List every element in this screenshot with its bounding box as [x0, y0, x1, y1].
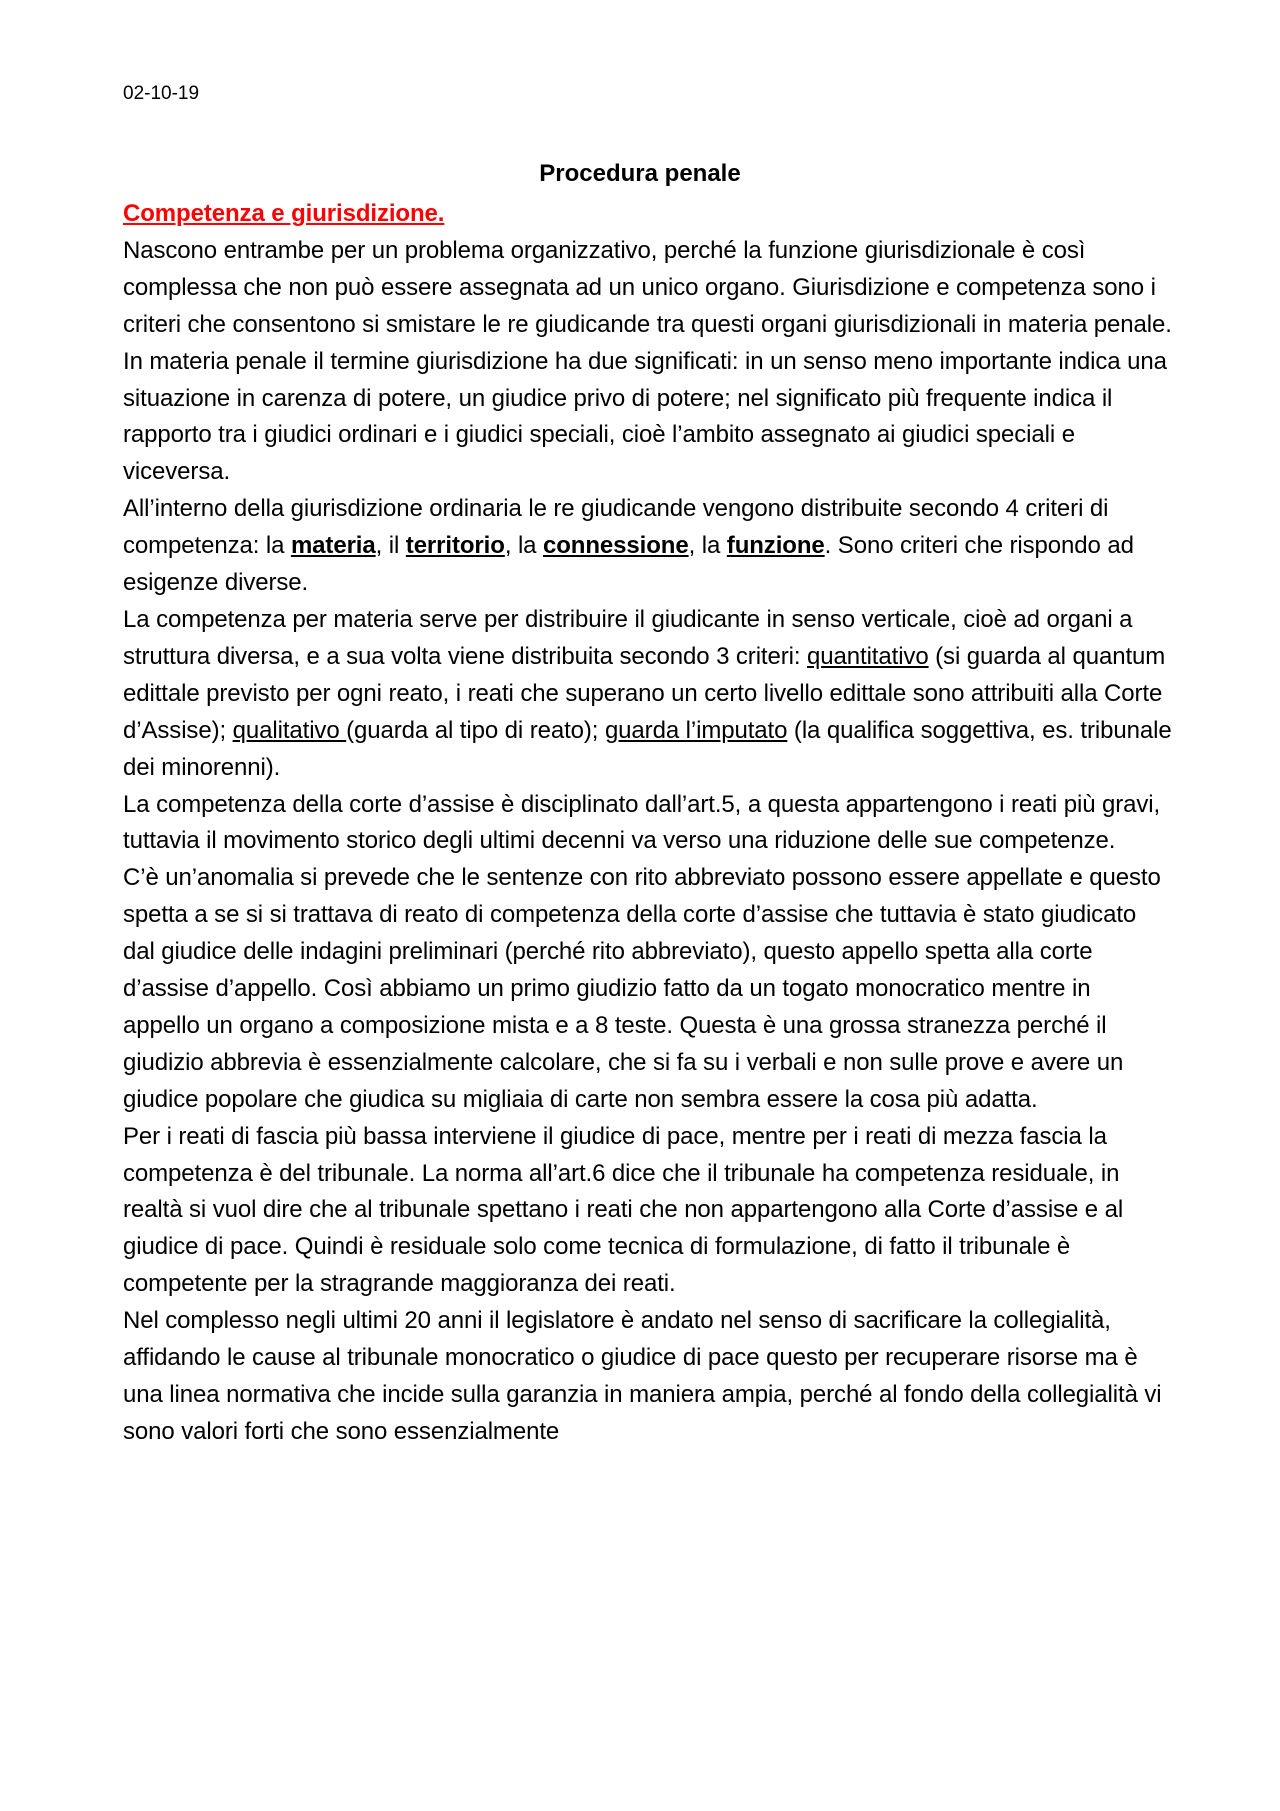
paragraph-3-text-c: , la — [504, 532, 543, 560]
keyword-guarda-imputato: guarda l’imputato — [604, 716, 788, 744]
paragraph-3-text-d: , la — [688, 532, 727, 560]
keyword-connessione: connessione — [543, 532, 689, 560]
keyword-funzione: funzione — [726, 532, 825, 560]
paragraph-4-text-d: (la qualifica soggettiva, es. tribunale dei minorenni). — [123, 716, 1172, 781]
paragraph-4-text-b: (si guarda al quantum edittale previsto per ogni reato, i reati che superano un certo livello edittale sono attribuiti alla Corte d’Assise); — [123, 642, 1166, 744]
keyword-quantitativo: quantitativo — [807, 642, 929, 670]
document-title: Procedura penale — [539, 160, 741, 187]
paragraph-3-text-b: , il — [375, 532, 406, 560]
document-body — [123, 196, 1173, 1451]
paragraph-7: Per i reati di fascia più bassa interviene il giudice di pace, mentre per i reati di mezza fascia la competenza è del tribunale. La norma all’art.6 dice che il tribunale ha competenza residuale, in realtà si vuol dire che al tribunale spettano i reati che non appartengono alla Corte d’assise e al giudice di pace. Quindi è residuale solo come tecnica di formulazione, di fatto il tribunale è competente per la stragrande maggioranza dei reati. — [123, 1122, 1124, 1298]
paragraph-3-text-e: . Sono criteri che rispondo ad esigenze diverse. — [123, 532, 1134, 597]
paragraph-4-text-a: La competenza per materia serve per distribuire il giudicante in senso verticale, cioè ad organi a struttura diversa, e a sua volta viene distribuita secondo 3 criteri: — [123, 605, 1133, 670]
paragraph-8: Nel complesso negli ultimi 20 anni il legislatore è andato nel senso di sacrificare la collegialità, affidando le cause al tribunale monocratico o giudice di pace questo per recuperare risorse ma è una linea normativa che incide sulla garanzia in maniera ampia, perché al fondo della collegialità vi sono valori forti che sono essenzialmente — [123, 1307, 1162, 1445]
paragraph-2: In materia penale il termine giurisdizione ha due significati: in un senso meno importante indica una situazione in carenza di potere, un giudice privo di potere; nel significato più frequente indica il rapporto tra i giudici ordinari e i giudici speciali, cioè l’ambito assegnato ai giudici speciali e viceversa. — [123, 347, 1167, 486]
paragraph-6: C’è un’anomalia si prevede che le sentenze con rito abbreviato possono essere appellate e questo spetta a se si si trattava di reato di competenza della corte d’assise che tuttavia è stato giudicato dal giudice delle indagini preliminari (perché rito abbreviato), questo appello spetta alla corte d’assise d’appello. Così abbiamo un primo giudizio fatto da un togato monocratico mentre in appello un organo a composizione mista e a 8 teste. Questa è una grossa stranezza perché il giudizio abbrevia è essenzialmente calcolare, che si fa su i verbali e non sulle prove e avere un giudice popolare che giudica su migliaia di carte non sembra essere la cosa più adatta. — [123, 864, 1161, 1113]
paragraph-3 — [123, 491, 1173, 602]
keyword-territorio: territorio — [405, 532, 505, 560]
document-date: 02-10-19 — [123, 83, 200, 104]
section-heading: Competenza e giurisdizione. — [123, 200, 445, 227]
keyword-materia: materia — [290, 532, 376, 560]
paragraph-3-text-a: All’interno della giurisdizione ordinaria le re giudicande vengono distribuite secondo 4 criteri di competenza: la — [123, 495, 1109, 560]
paragraph-4-text-c: (guarda al tipo di reato); — [346, 716, 605, 744]
keyword-qualitativo: qualitativo — [232, 716, 347, 744]
paragraph-5: La competenza della corte d’assise è disciplinato dall’art.5, a questa appartengono i reati più gravi, tuttavia il movimento storico degli ultimi decenni va verso una riduzione delle sue competenze. — [123, 790, 1161, 855]
paragraph-4 — [123, 602, 1173, 787]
paragraph-1: Nascono entrambe per un problema organizzativo, perché la funzione giurisdizionale è così complessa che non può essere assegnata ad un unico organo. Giurisdizione e competenza sono i criteri che consentono si smistare le re giudicande tra questi organi giurisdizionali in materia penale. — [123, 236, 1172, 338]
